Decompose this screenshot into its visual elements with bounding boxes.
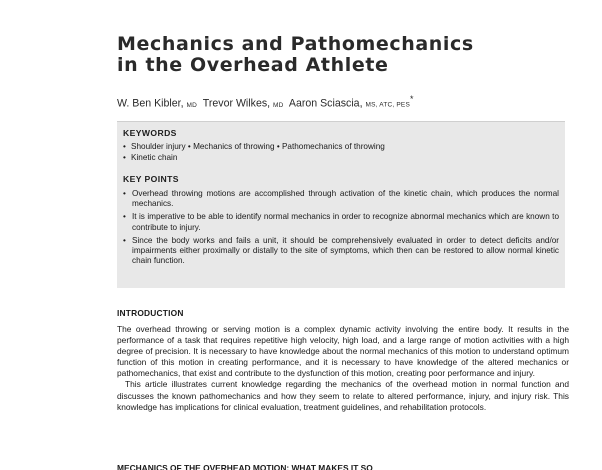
bullet-icon: • <box>187 142 191 151</box>
bullet-icon: • <box>123 142 126 151</box>
author-name: Trevor Wilkes, <box>202 97 271 110</box>
introduction-body <box>117 324 569 413</box>
author-credentials: MD <box>273 101 284 109</box>
key-point-text: It is imperative to be able to identify normal mechanics in order to recognize abnormal mechanics which are known to contribute to injury. <box>132 212 559 232</box>
bullet-icon: • <box>123 212 126 222</box>
title-line-2: in the Overhead Athlete <box>117 54 389 76</box>
article-title <box>117 34 557 76</box>
key-point-item <box>123 189 559 210</box>
key-point-text: Since the body works and fails a unit, it should be comprehensively evaluated in order to detect deficits and/or impairments either proximally or distally to the site of symptoms, which then can be restored to allow normal kinetic chain function. <box>132 235 559 266</box>
key-point-item <box>123 236 559 267</box>
next-section-heading: MECHANICS OF THE OVERHEAD MOTION: WHAT MAKES IT SO <box>117 463 373 470</box>
key-point-text: Overhead throwing motions are accomplished through activation of the kinetic chain, which produces the normal mechanics. <box>132 189 559 209</box>
keywords-line <box>123 152 559 163</box>
next-section-heading-partial <box>117 463 397 470</box>
keyword: Mechanics of throwing <box>193 142 275 151</box>
author-name: W. Ben Kibler, <box>117 97 184 110</box>
bullet-icon: • <box>276 142 280 151</box>
keywords-keypoints-box <box>117 121 565 288</box>
keyword: Kinetic chain <box>131 153 178 162</box>
author-credentials: MS, ATC, PES <box>365 101 411 109</box>
body-paragraph: The overhead throwing or serving motion is a complex dynamic activity involving the entire body. It results in the performance of a task that requires repetitive high velocity, high load, and a large range of motion activities with a high degree of precision. It is necessary to have knowledge about the normal mechanics of this motion to understand optimum function of this motion in creating performance, and it is necessary to have knowledge of the altered mechanics or pathomechanics, that exist and contribute to the dysfunction of this motion, creating poor performance and injury. <box>117 324 569 379</box>
bullet-icon: • <box>123 153 126 162</box>
keywords-line <box>123 141 559 152</box>
author-name: Aaron Sciascia, <box>288 97 363 110</box>
title-line-1: Mechanics and Pathomechanics <box>117 33 474 55</box>
corresponding-author-mark: * <box>410 94 414 104</box>
keywords-heading: KEYWORDS <box>123 128 177 138</box>
body-paragraph: This article illustrates current knowledge regarding the mechanics of the overhead motion in normal function and discusses the known pathomechanics and how they seem to relate to altered performance, injury, and injury risk. This knowledge has implications for clinical evaluation, treatment guidelines, and rehabilitation protocols. <box>117 379 569 412</box>
keyword: Shoulder injury <box>131 142 186 151</box>
introduction-heading: INTRODUCTION <box>117 308 184 318</box>
keyword: Pathomechanics of throwing <box>281 142 385 151</box>
author-credentials: MD <box>186 101 198 109</box>
bullet-icon: • <box>123 189 126 198</box>
author-list <box>117 94 577 110</box>
key-points-heading: KEY POINTS <box>123 174 179 184</box>
key-point-item <box>123 212 559 233</box>
bullet-icon: • <box>123 235 126 245</box>
